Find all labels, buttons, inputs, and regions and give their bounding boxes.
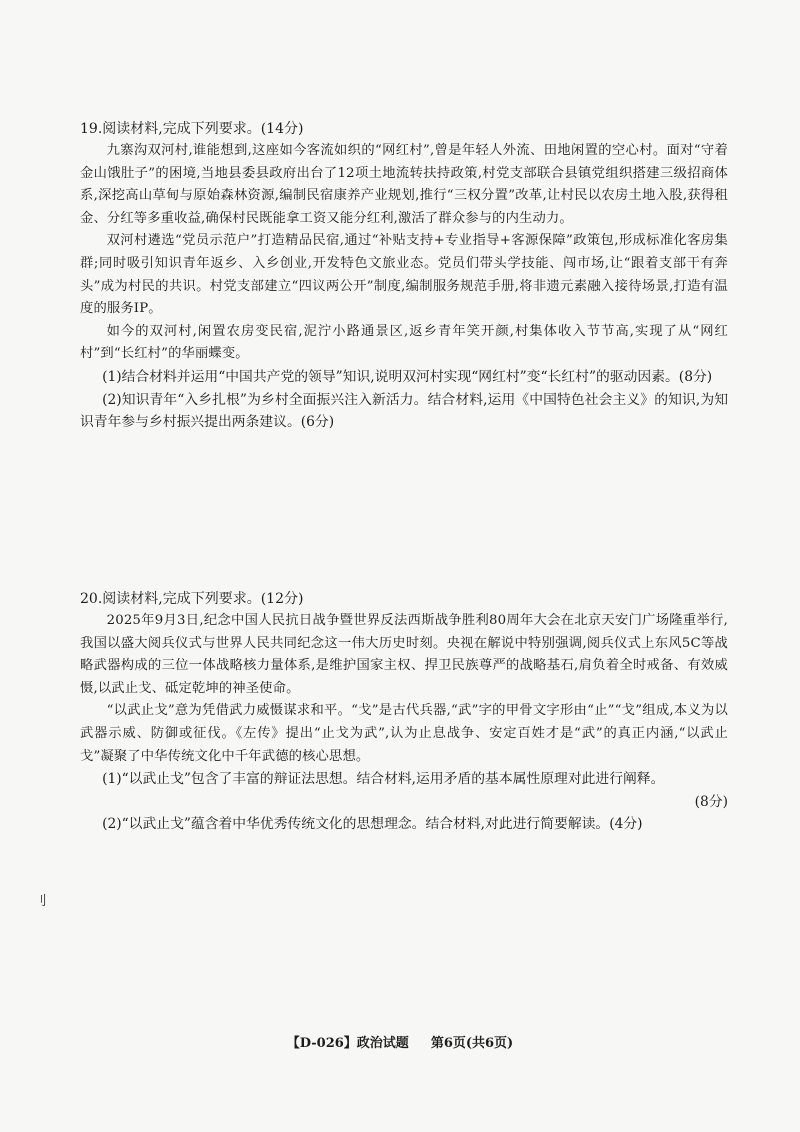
material-paragraph: 如今的双河村,闲置农房变民宿,泥泞小路通景区,返乡青年笑开颜,村集体收入节节高,实现了从“网红村”到“长红村”的华丽蝶变。 — [80, 323, 728, 362]
sub-question-1: (1)“以武止戈”包含了丰富的辩证法思想。结合材料,运用矛盾的基本属性原理对此进行阐释。 — [102, 771, 665, 788]
page-footer — [0, 1032, 800, 1051]
material-paragraph: “以武止戈”意为凭借武力威慑谋求和平。“戈”是古代兵器,“武”字的甲骨文字形由“止”“戈”组成,本义为以武器示威、防御或征伐。《左传》提出“止戈为武”,认为止息战争、安定百姓才是“武”的真正内涵,“以武止戈”凝聚了中华传统文化中千年武德的核心思想。 — [80, 703, 728, 764]
question-19 — [80, 118, 728, 434]
sub-question-2: (2)“以武止戈”蕴含着中华优秀传统文化的思想理念。结合材料,对此进行简要解读。(4分) — [102, 815, 643, 832]
material-paragraph: 九寨沟双河村,谁能想到,这座如今客流如织的“网红村”,曾是年轻人外流、田地闲置的空心村。面对“守着金山饿肚子”的困境,当地县委县政府出台了12项土地流转扶持政策,村党支部联合县镇党组织搭建三级招商体系,深挖高山草甸与原始森林资源,编制民宿康养产业规划,推行“三权分置”改革,让村民以农房土地入股,获得租金、分红等多重收益,确保村民既能拿工资又能分红利,激活了群众参与的内生动力。 — [80, 143, 728, 226]
question-19-title: 19.阅读材料,完成下列要求。(14分) — [80, 121, 304, 137]
material-paragraph: 双河村遴选“党员示范户”打造精品民宿,通过“补贴支持+专业指导+客源保障”政策包,形成标准化客房集群;同时吸引知识青年返乡、入乡创业,开发特色文旅业态。党员们带头学技能、闯市场,让“跟着支部干有奔头”成为村民的共识。村党支部建立“四议两公开”制度,编制服务规范手册,将非遗元素融入接待场景,打造有温度的服务IP。 — [80, 233, 728, 317]
sub-question-1-score: (8分) — [694, 793, 728, 810]
exam-code: 【D-026】政治试题 — [286, 1036, 409, 1051]
sub-question-1: (1)结合材料并运用“中国共产党的领导”知识,说明双河村实现“网红村”变“长红村”的驱动因素。(8分) — [102, 368, 713, 385]
material-paragraph: 2025年9月3日,纪念中国人民抗日战争暨世界反法西斯战争胜利80周年大会在北京天安门广场隆重举行,我国以盛大阅兵仪式与世界人民共同纪念这一伟大历史时刻。央视在解说中特别强调,阅兵仪式上东风5C等战略武器构成的三位一体战略核力量体系,是维护国家主权、捍卫民族尊严的战略基石,肩负着全时戒备、有效威慑,以武止戈、砥定乾坤的神圣使命。 — [80, 613, 728, 696]
margin-mark: 刂 — [34, 894, 48, 909]
question-20-title: 20.阅读材料,完成下列要求。(12分) — [80, 591, 304, 607]
question-20 — [80, 588, 728, 835]
page-number: 第6页(共6页) — [430, 1036, 514, 1051]
sub-question-2: (2)知识青年“入乡扎根”为乡村全面振兴注入新活力。结合材料,运用《中国特色社会主义》的知识,为知识青年参与乡村振兴提出两条建议。(6分) — [80, 391, 728, 431]
